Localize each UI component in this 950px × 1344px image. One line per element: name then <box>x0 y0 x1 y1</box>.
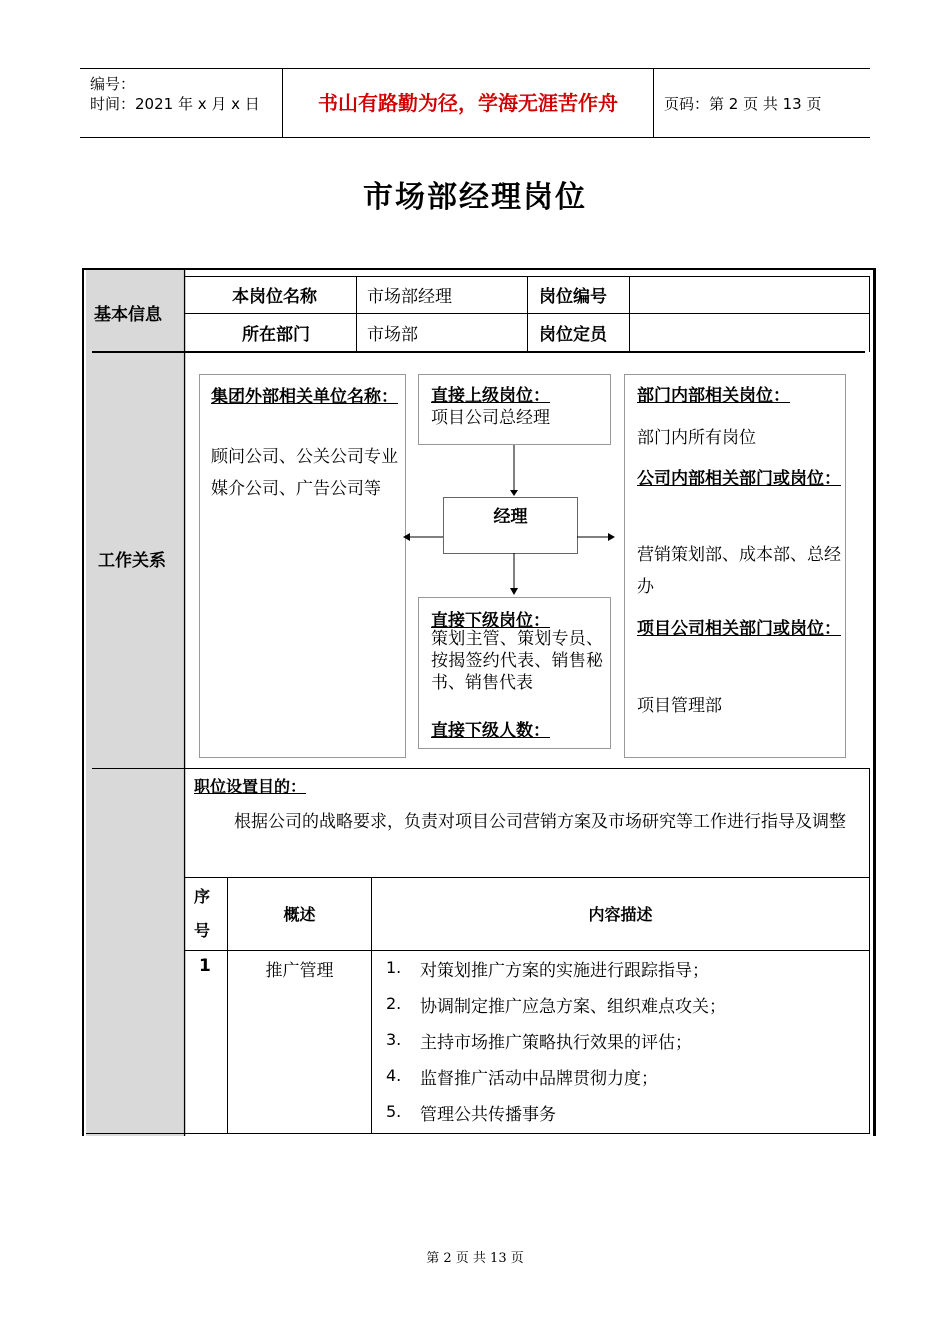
subordinate-box <box>418 597 611 749</box>
superior-text: 项目公司总经理 <box>431 408 550 428</box>
relation-arrows <box>395 440 625 610</box>
internal-heading-3: 项目公司相关部门或岗位： <box>637 619 841 639</box>
item-number: 5. <box>386 1102 402 1121</box>
subordinate-text: 策划主管、策划专员、按揭签约代表、销售秘书、销售代表 <box>431 629 603 693</box>
header-motto: 书山有路勤为径，学海无涯苦作舟 <box>283 69 654 137</box>
page-header <box>80 68 870 138</box>
headcount-label: 岗位定员 <box>539 325 607 345</box>
row-summary: 推广管理 <box>265 961 334 981</box>
internal-text-1: 部门内所有岗位 <box>637 428 756 448</box>
external-units-text: 顾问公司、公关公司专业媒介公司、广告公司等 <box>211 447 398 499</box>
item-number: 3. <box>386 1030 402 1049</box>
col-header-summary: 概述 <box>283 905 316 924</box>
external-units-box <box>199 374 406 758</box>
doc-number-label: 编号： <box>90 75 136 93</box>
position-code-label: 岗位编号 <box>539 287 607 307</box>
superior-heading: 直接上级岗位： <box>431 386 550 406</box>
page-footer: 第 2 页 共 13 页 <box>426 1251 524 1266</box>
col-header-no: 序号 <box>194 887 211 940</box>
section-label-work-relations: 工作关系 <box>98 551 166 571</box>
page-title: 市场部经理岗位 <box>363 180 587 215</box>
list-item: 对策划推广方案的实施进行跟踪指导； <box>420 961 709 981</box>
external-units-heading: 集团外部相关单位名称： <box>211 387 398 407</box>
purpose-heading: 职位设置目的： <box>194 777 307 796</box>
internal-heading-2: 公司内部相关部门或岗位： <box>637 469 841 489</box>
list-item: 监督推广活动中品牌贯彻力度； <box>420 1069 658 1089</box>
department-label: 所在部门 <box>242 325 310 345</box>
doc-time-label: 时间：2021 年 x 月 x 日 <box>90 95 260 113</box>
list-item: 协调制定推广应急方案、组织难点攻关； <box>420 997 726 1017</box>
section-label-basic-info: 基本信息 <box>94 305 162 325</box>
internal-heading-1: 部门内部相关岗位： <box>637 386 790 406</box>
superior-box <box>418 374 611 445</box>
row-no: 1 <box>199 956 211 976</box>
purpose-text: 根据公司的战略要求，负责对项目公司营销方案及市场研究等工作进行指导及调整 <box>234 812 846 832</box>
subordinate-heading: 直接下级岗位： <box>431 611 550 631</box>
subordinate-count-label: 直接下级人数： <box>431 721 550 741</box>
header-meta <box>80 69 283 137</box>
internal-text-2: 营销策划部、成本部、总经办 <box>637 545 841 597</box>
header-page-info: 页码：第 2 页 共 13 页 <box>664 95 822 113</box>
item-number: 4. <box>386 1066 402 1085</box>
item-number: 1. <box>386 958 402 977</box>
list-item: 主持市场推广策略执行效果的评估； <box>420 1033 692 1053</box>
list-item: 管理公共传播事务 <box>420 1105 556 1125</box>
position-name-value: 市场部经理 <box>367 287 452 307</box>
col-header-desc: 内容描述 <box>588 905 653 924</box>
manager-label: 经理 <box>493 507 528 527</box>
internal-text-3: 项目管理部 <box>637 696 722 716</box>
label-column-bg <box>86 270 183 1136</box>
department-value: 市场部 <box>367 325 418 345</box>
position-name-label: 本岗位名称 <box>232 287 317 307</box>
item-number: 2. <box>386 994 402 1013</box>
internal-relations-box <box>624 374 846 758</box>
